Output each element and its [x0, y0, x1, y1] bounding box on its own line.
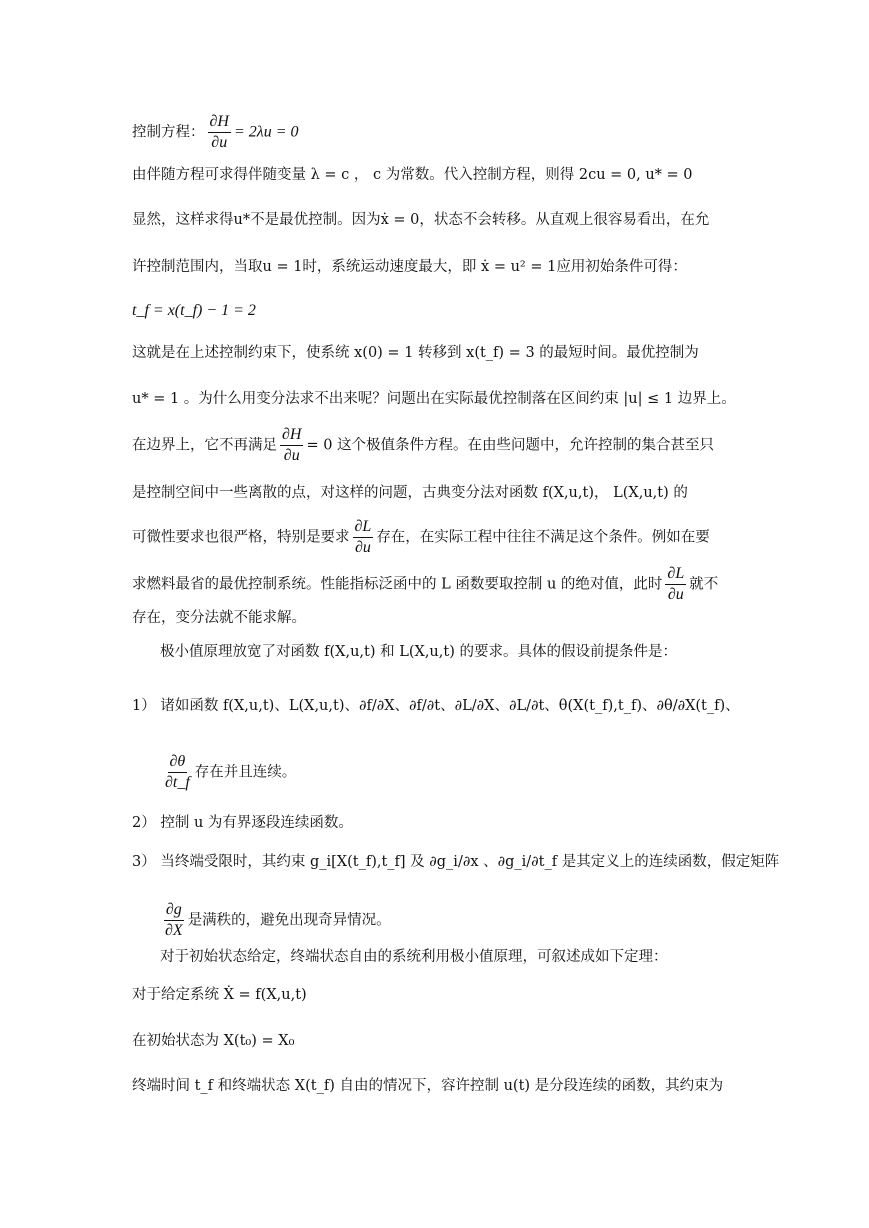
partial-fraction: $\frac{\partial L}{\partial u}$	[667, 565, 685, 603]
line-text: 控制方程：	[132, 124, 205, 141]
paragraph-line: u* = 1 。为什么用变分法求不出来呢？问题出在实际最优控制落在区间约束 |u| ≤ 1 边界上。	[132, 391, 736, 407]
paragraph-line: 对于给定系统 Ẋ = f(X,u,t)	[132, 987, 307, 1003]
fraction-line: 求燃料最省的最优控制系统。性能指标泛函中的 L 函数要取控制 u 的绝对值，此时 $\frac{\partial L}{\partial u}$ 就不	[132, 565, 719, 603]
partial-fraction: $\frac{\partial H}{\partial u}$	[282, 426, 302, 464]
partial-fraction: $\frac{\partial\theta}{\partial t\_f}$	[165, 753, 190, 791]
paragraph-line: 许控制范围内，当取u = 1时，系统运动速度最大，即 ẋ = u² = 1应用初始条件可得：	[132, 259, 687, 275]
partial-fraction: $\frac{\partial L}{\partial u}$	[354, 518, 372, 556]
fraction-line: 可微性要求也很严格，特别是要求 $\frac{\partial L}{\partial u}$ 存在，在实际工程中往往不满足这个条件。例如在要	[132, 518, 710, 556]
fraction-line: $\frac{\partial\theta}{\partial t\_f}$ 存在并且连续。	[165, 753, 297, 791]
list-item: 1） 诸如函数 f(X,u,t)、L(X,u,t)、∂f/∂X、∂f/∂t、∂L/∂X、∂L/∂t、θ(X(t_f),t_f)、∂θ/∂X(t_f)、	[132, 698, 740, 714]
paragraph-line: 终端时间 t_f 和终端状态 X(t_f) 自由的情况下，容许控制 u(t) 是分段连续的函数，其约束为	[132, 1078, 724, 1094]
paragraph-line: 在初始状态为 X(t₀) = X₀	[132, 1033, 295, 1049]
control-equation-line	[132, 112, 738, 153]
paragraph-line: 存在，变分法就不能求解。	[132, 610, 306, 626]
partial-fraction: $\frac{\partial g}{\partial X}$	[165, 901, 183, 939]
fraction-line: $\frac{\partial g}{\partial X}$ 是满秩的，避免出现奇异情况。	[165, 901, 391, 939]
equation-text: = 2λu = 0	[233, 123, 299, 141]
paragraph-line: 是控制空间中一些离散的点，对这样的问题，古典变分法对函数 f(X,u,t)， L(X,u,t) 的	[132, 485, 688, 501]
paragraph-line: 对于初始状态给定，终端状态自由的系统利用极小值原理，可叙述成如下定理：	[160, 949, 668, 965]
partial-fraction: $\frac{\partial H}{\partial u}$	[209, 113, 229, 151]
list-item: 3） 当终端受限时，其约束 g_i[X(t_f),t_f] 及 ∂g_i/∂x 、∂g_i/∂t_f 是其定义上的连续函数，假定矩阵	[132, 854, 780, 870]
paragraph-line: 显然，这样求得u*不是最优控制。因为ẋ = 0，状态不会转移。从直观上很容易看出，在允	[132, 212, 710, 228]
paragraph-line: 由伴随方程可求得伴随变量 λ = c ， c 为常数。代入控制方程，则得 2cu = 0, u* = 0	[132, 167, 693, 183]
equation-line: t_f = x(t_f) − 1 = 2	[132, 302, 256, 319]
fraction-line: 在边界上，它不再满足 $\frac{\partial H}{\partial u}$ = 0 这个极值条件方程。在由些问题中，允许控制的集合甚至只	[132, 426, 715, 464]
paragraph-line: 这就是在上述控制约束下，使系统 x(0) = 1 转移到 x(t_f) = 3 的最短时间。最优控制为	[132, 345, 699, 361]
list-item: 2） 控制 u 为有界逐段连续函数。	[132, 815, 353, 831]
paragraph-line: 极小值原理放宽了对函数 f(X,u,t) 和 L(X,u,t) 的要求。具体的假设前提条件是：	[160, 644, 677, 660]
